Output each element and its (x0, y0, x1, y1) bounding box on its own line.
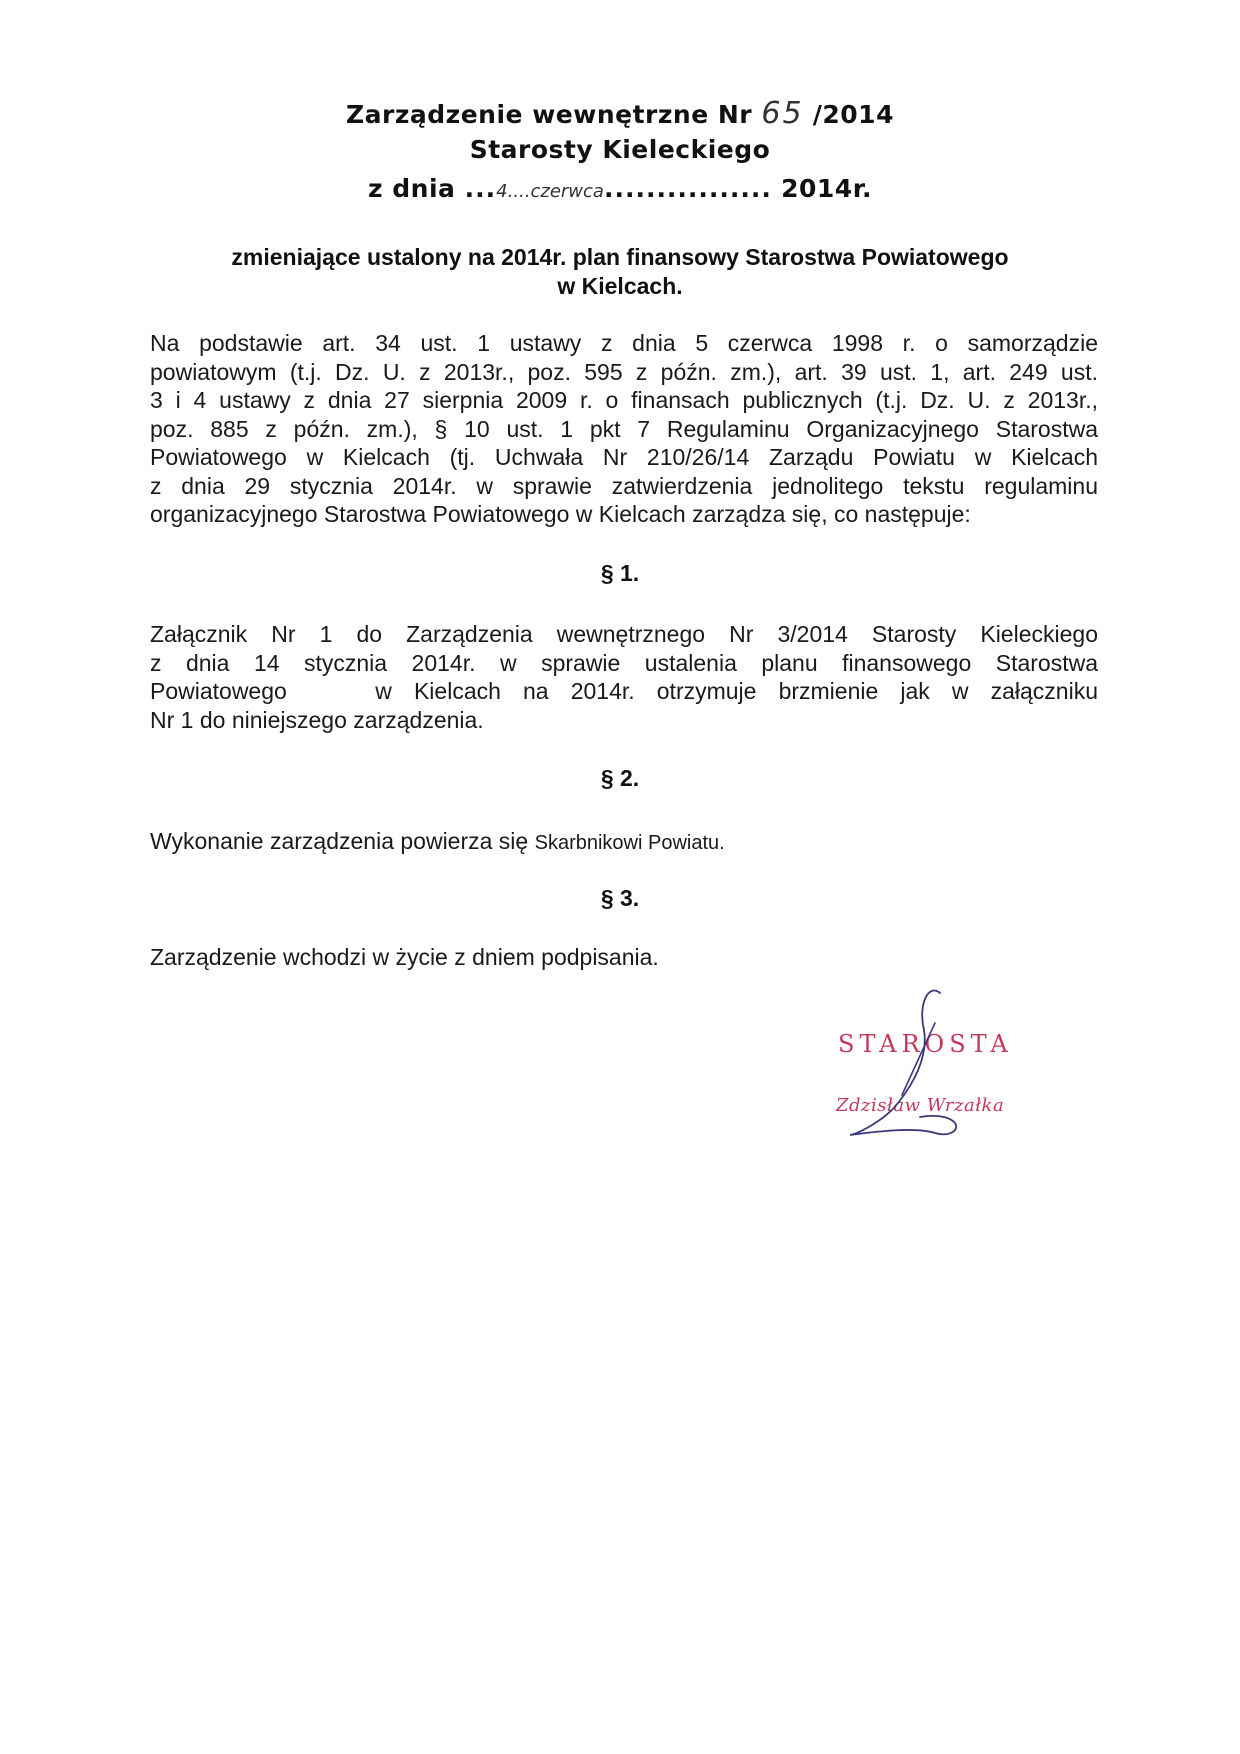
preamble-line: poz. 885 z późn. zm.), § 10 ust. 1 pkt 7 Regulaminu Organizacyjnego Starostwa (150, 415, 1098, 442)
section-1-line: Powiatowego w Kielcach na 2014r. otrzymuje brzmienie jak w załączniku (150, 678, 1098, 704)
section-1-paragraph (150, 620, 1098, 734)
document-title-line-2: Starosty Kieleckiego (469, 135, 771, 164)
preamble-line: Na podstawie art. 34 ust. 1 ustawy z dnia 5 czerwca 1998 r. o samorządzie (150, 330, 1098, 356)
preamble-paragraph (150, 329, 1098, 529)
stamp-title: STAROSTA (838, 1030, 1013, 1058)
document-date-line (0, 174, 1240, 203)
preamble-line: Powiatowego w Kielcach (tj. Uchwała Nr 210/26/14 Zarządu Powiatu w Kielcach (150, 444, 1098, 470)
preamble-line: 3 i 4 ustawy z dnia 27 sierpnia 2009 r. o finansach publicznych (t.j. Dz. U. z 2013r., (150, 387, 1098, 413)
section-1-heading: § 1. (600, 560, 640, 586)
document-subtitle (150, 243, 1090, 301)
official-stamp (820, 985, 1020, 1155)
handwritten-number: 65 (761, 96, 804, 131)
title-prefix: Zarządzenie wewnętrzne Nr (346, 100, 753, 129)
handwritten-signature (820, 985, 1020, 1155)
document-title-line-1 (0, 96, 1240, 131)
date-suffix: 2014r. (781, 174, 872, 203)
section-1-line: Nr 1 do niniejszego zarządzenia. (150, 706, 484, 733)
date-prefix: z dnia (368, 174, 456, 203)
title-suffix: /2014 (812, 100, 894, 129)
date-dots-before: ... (464, 174, 497, 203)
preamble-line: powiatowym (t.j. Dz. U. z 2013r., poz. 595 z późn. zm.), art. 39 ust. 1, art. 249 ust. (150, 358, 1098, 385)
subtitle-line-2: w Kielcach. (557, 273, 683, 299)
section-1-line: z dnia 14 stycznia 2014r. w sprawie ustalenia planu finansowego Starostwa (150, 649, 1098, 676)
preamble-line: organizacyjnego Starostwa Powiatowego w Kielcach zarządza się, co następuje: (150, 501, 971, 527)
stamp-name: Zdzisław Wrzałka (836, 1095, 1005, 1116)
date-dots-after: ................ (603, 174, 772, 203)
subtitle-line-1: zmieniające ustalony na 2014r. plan finansowy Starostwa Powiatowego (231, 244, 1009, 270)
handwritten-date: 4....czerwca (496, 181, 604, 202)
section-2-text: Wykonanie zarządzenia powierza się (150, 828, 529, 854)
section-2-paragraph (150, 828, 725, 855)
section-3-paragraph: Zarządzenie wchodzi w życie z dniem podpisania. (150, 944, 659, 970)
section-2-heading: § 2. (600, 765, 640, 791)
section-2-text-small: Skarbnikowi Powiatu. (534, 832, 725, 854)
section-1-line: Załącznik Nr 1 do Zarządzenia wewnętrznego Nr 3/2014 Starosty Kieleckiego (150, 621, 1098, 647)
section-3-heading: § 3. (600, 885, 640, 911)
preamble-line: z dnia 29 stycznia 2014r. w sprawie zatwierdzenia jednolitego tekstu regulaminu (150, 472, 1098, 499)
